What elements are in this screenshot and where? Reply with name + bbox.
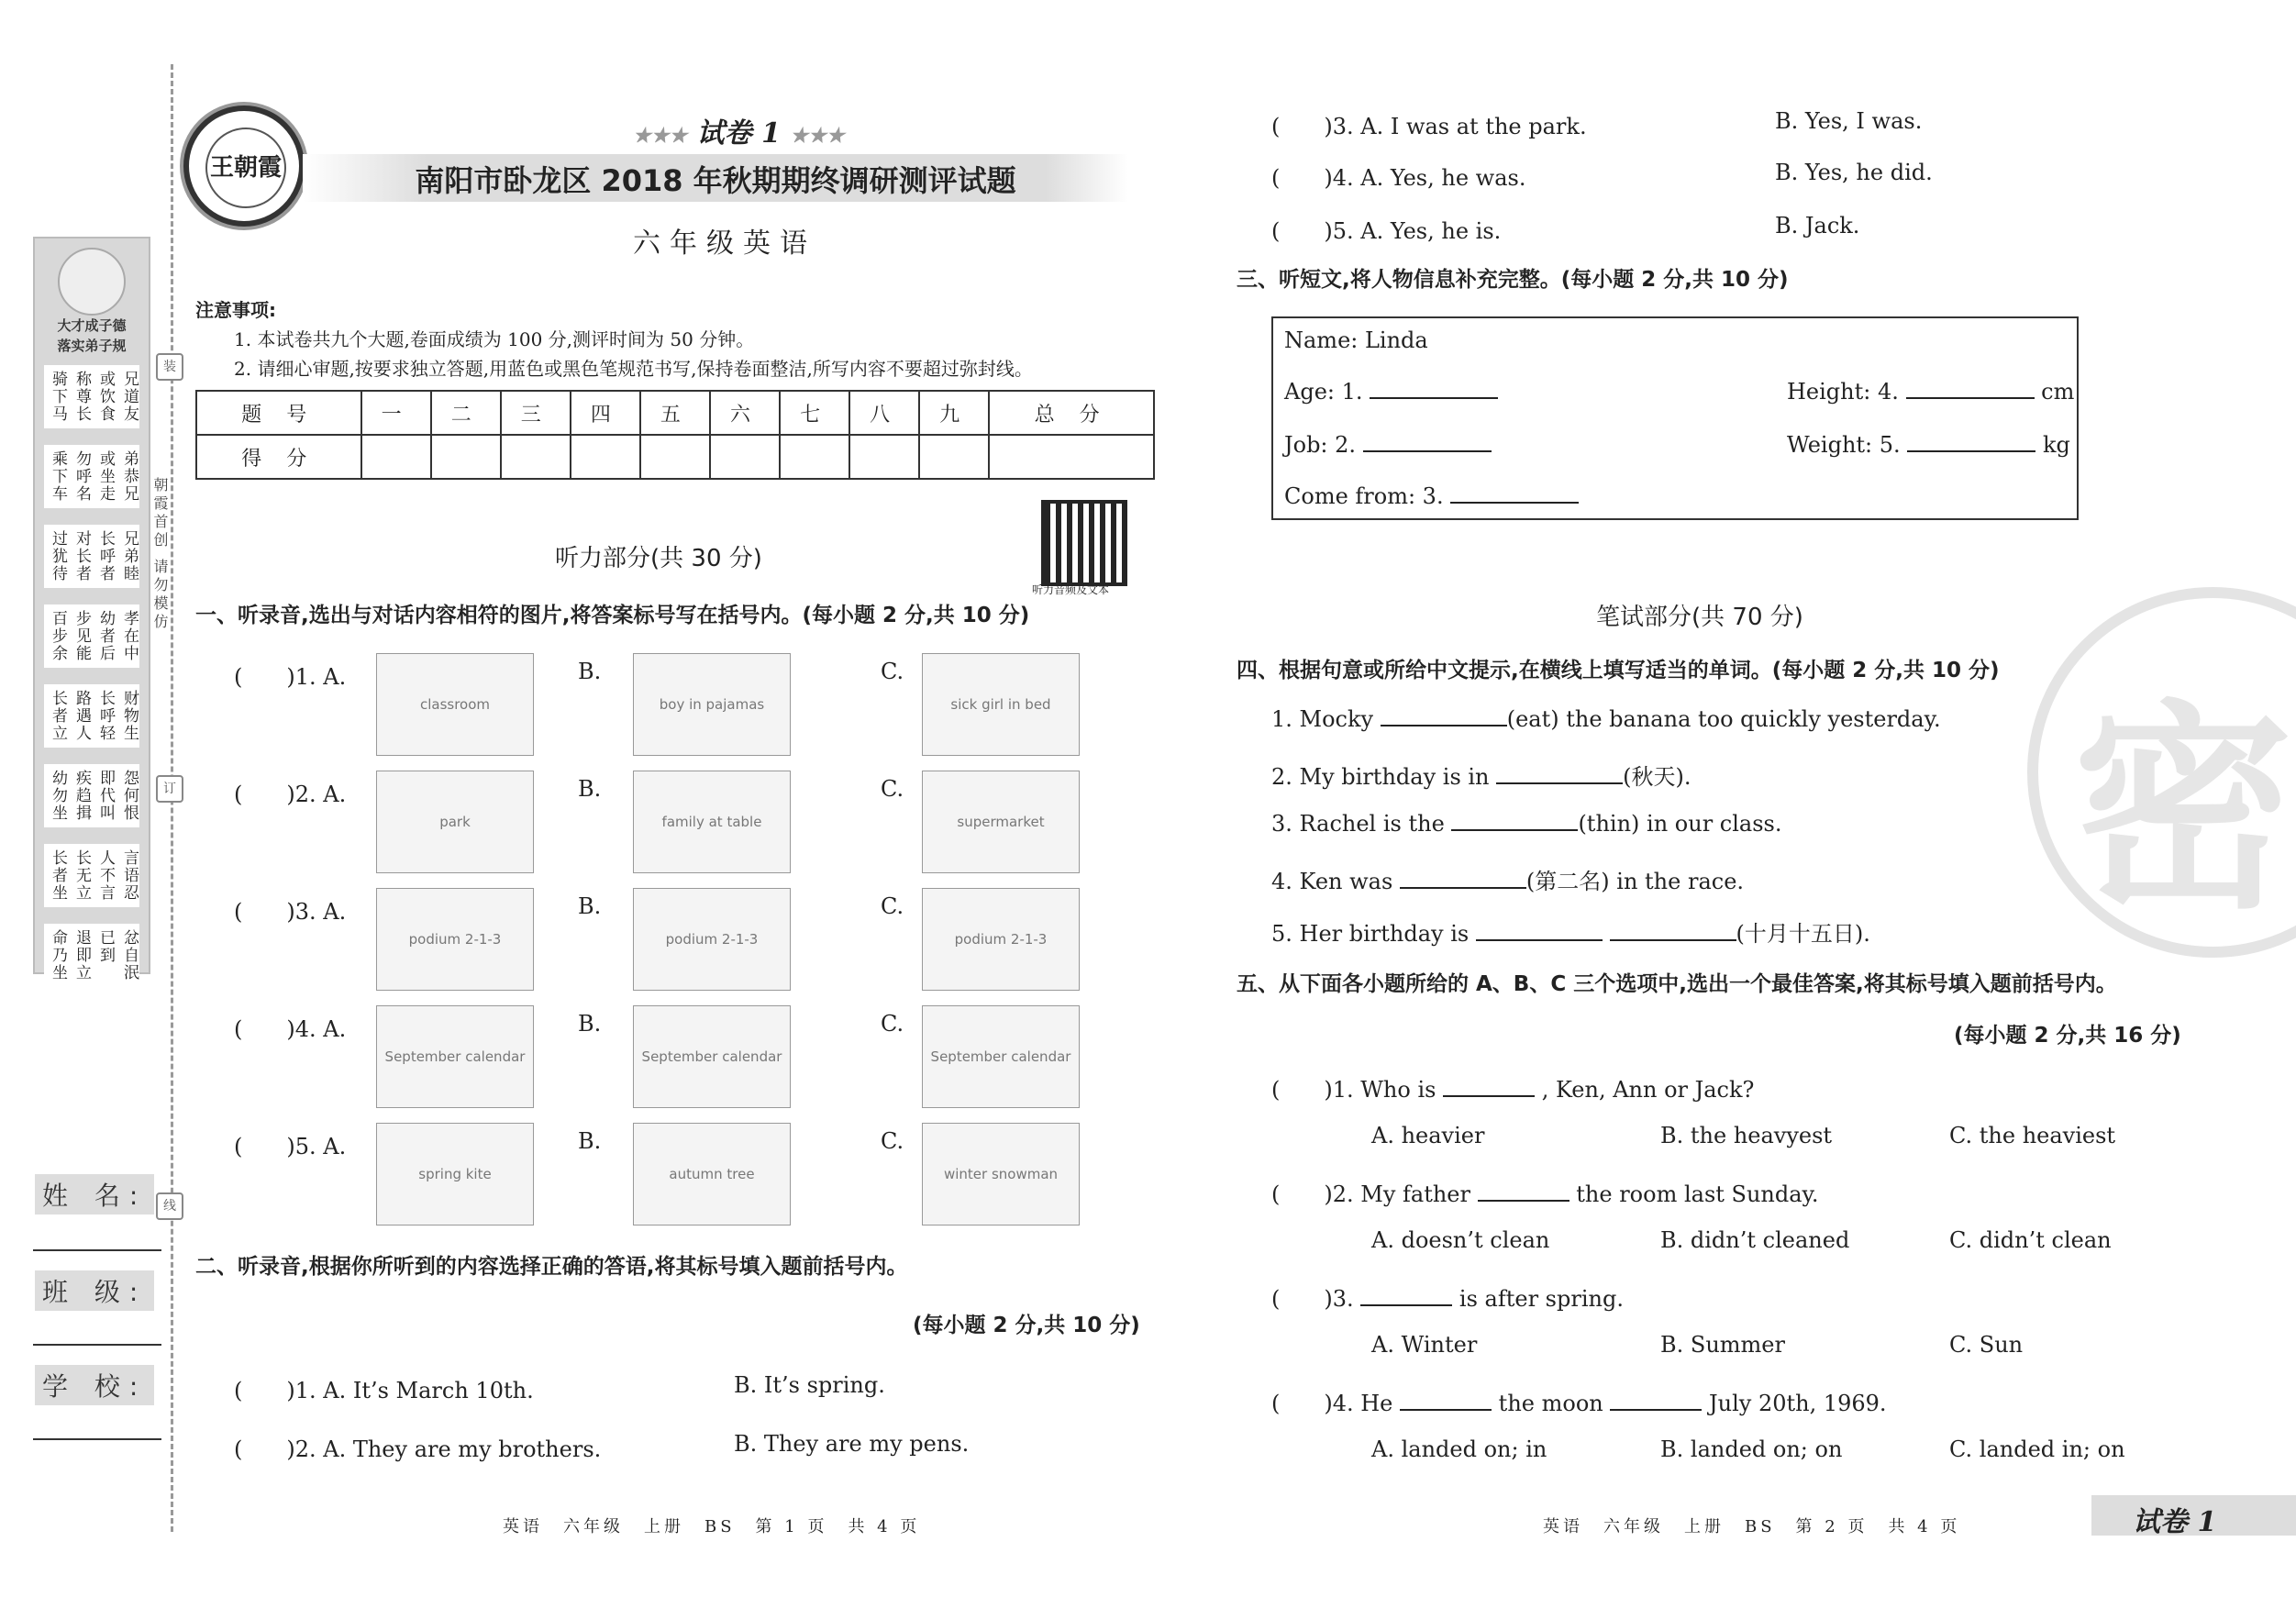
score-header-cell: 五	[640, 391, 710, 435]
s4-suffix: (eat) the banana too quickly yesterday.	[1506, 706, 1941, 732]
s5-suffix: , Ken, Ann or Jack?	[1541, 1077, 1755, 1103]
class-field[interactable]	[33, 1344, 161, 1346]
s5-option-a: A. landed on; in	[1371, 1436, 1547, 1462]
verse-col: 兄道友	[120, 371, 139, 423]
notice-item-2: 2. 请细心审题,按要求独立答题,用蓝色或黑色笔规范书写,保持卷面整洁,所写内容不要超过弥封线。	[234, 358, 1033, 380]
weight-blank[interactable]	[1907, 450, 2035, 452]
page-title: 南阳市卧龙区 2018 年秋期期终调研测评试题	[415, 163, 1016, 198]
s5-option-a: A. heavier	[1371, 1123, 1485, 1148]
s5-option-b: B. landed on; on	[1660, 1436, 1843, 1462]
score-entry-cell[interactable]	[640, 435, 710, 479]
s5-question-4	[1271, 1385, 1887, 1417]
verse-list	[35, 365, 149, 987]
s5-option-c: C. Sun	[1949, 1332, 2024, 1358]
s5-question-1	[1271, 1071, 1754, 1103]
info-height	[1787, 379, 2074, 405]
s1-option-b: B.	[578, 1011, 602, 1037]
verse-col: 或坐走	[96, 450, 115, 503]
section-3-heading: 三、听短文,将人物信息补充完整。(每小题 2 分,共 10 分)	[1237, 268, 1789, 292]
child-illustration	[58, 248, 126, 316]
seal-char-1: 装	[156, 353, 183, 381]
paper-number-text: 试卷 1	[696, 117, 781, 150]
s1-question-5: ( )5. A.	[234, 1134, 347, 1159]
s2-option-b: B. They are my pens.	[734, 1431, 970, 1457]
s4-suffix: (十月十五日).	[1736, 921, 1870, 947]
verse-col: 退即立	[72, 929, 91, 981]
score-entry-cell[interactable]	[431, 435, 501, 479]
verse-6	[44, 764, 139, 827]
score-entry-cell[interactable]	[501, 435, 571, 479]
verse-col: 疾趋揖	[72, 770, 91, 822]
info-card	[1271, 316, 2079, 520]
verse-col: 已到	[96, 929, 115, 964]
s1-picture-4-c	[922, 1005, 1080, 1108]
s2-question-5: ( )5. A. Yes, he is.	[1271, 218, 1502, 244]
info-from-label: Come from: 3.	[1284, 483, 1444, 509]
score-header-cell: 七	[780, 391, 849, 435]
s1-picture-1-b	[633, 653, 791, 756]
side-motto-2: 落实弟子规	[57, 338, 127, 354]
s1-option-b: B.	[578, 893, 602, 919]
picture-caption: sick girl in bed	[950, 696, 1051, 713]
s4-suffix: (thin) in our class.	[1578, 811, 1782, 837]
listening-heading: 听力部分(共 30 分)	[555, 545, 762, 572]
s4-prefix: 5. Her birthday is	[1271, 921, 1470, 947]
picture-caption: family at table	[661, 814, 762, 830]
s5-prefix: ( )3.	[1271, 1286, 1354, 1312]
s4-question-2	[1271, 759, 1691, 791]
s4-suffix: (第二名) in the race.	[1525, 869, 1745, 894]
qr-code[interactable]	[1041, 500, 1127, 586]
s1-picture-5-c	[922, 1123, 1080, 1225]
verse-col: 言语忍	[120, 849, 139, 902]
qr-caption: 听力音频及文本	[1032, 583, 1110, 596]
score-header-cell: 总 分	[989, 391, 1154, 435]
verse-col: 步见能	[72, 610, 91, 662]
answer-blank[interactable]	[1400, 887, 1526, 889]
verse-col: 命乃坐	[49, 929, 67, 981]
s5-suffix: the room last Sunday.	[1576, 1181, 1819, 1207]
s1-picture-2-b	[633, 771, 791, 873]
s4-question-4	[1271, 863, 1744, 895]
logo-text: 王朝霞	[205, 128, 286, 208]
answer-blank[interactable]	[1496, 782, 1623, 784]
verse-col: 乘下车	[49, 450, 67, 503]
section-1-heading: 一、听录音,选出与对话内容相符的图片,将答案标号写在括号内。(每小题 2 分,共 10 分)	[195, 604, 1030, 627]
verse-col: 即代叫	[96, 770, 115, 822]
verse-col: 长呼者	[96, 530, 115, 582]
s1-option-b: B.	[578, 776, 602, 802]
s2-question-2: ( )2. A. They are my brothers.	[234, 1436, 602, 1462]
section-5-points: (每小题 2 分,共 16 分)	[1954, 1024, 2181, 1048]
notice-vertical: 朝霞首创 请勿模仿	[151, 477, 169, 633]
s1-picture-1-c	[922, 653, 1080, 756]
s1-option-c: C.	[881, 893, 904, 919]
info-name: Name: Linda	[1284, 327, 1428, 353]
score-header-cell: 九	[919, 391, 989, 435]
s5-option-b: B. the heavyest	[1660, 1123, 1833, 1148]
verse-col: 人不言	[96, 849, 115, 902]
s1-picture-2-a	[376, 771, 534, 873]
verse-3	[44, 525, 139, 588]
verse-col: 对长者	[72, 530, 91, 582]
s2-question-3: ( )3. A. I was at the park.	[1271, 114, 1587, 139]
s1-question-1: ( )1. A.	[234, 664, 347, 690]
notice-heading: 注意事项:	[195, 299, 276, 321]
s1-picture-4-b	[633, 1005, 791, 1108]
info-job-label: Job: 2.	[1284, 432, 1357, 458]
s4-question-1	[1271, 706, 1941, 732]
verse-col: 骑下马	[49, 371, 67, 423]
info-from	[1284, 483, 1579, 509]
score-entry-cell[interactable]	[849, 435, 919, 479]
s1-picture-3-c	[922, 888, 1080, 991]
answer-blank[interactable]	[1478, 1200, 1569, 1202]
verse-8	[44, 924, 139, 987]
verse-col: 财物生	[120, 690, 139, 742]
s1-option-c: C.	[881, 776, 904, 802]
s4-prefix: 2. My birthday is in	[1271, 764, 1490, 790]
s1-question-3: ( )3. A.	[234, 899, 347, 925]
s5-option-b: B. didn’t cleaned	[1660, 1227, 1850, 1253]
s5-option-c: C. the heaviest	[1949, 1123, 2116, 1148]
picture-caption: spring kite	[418, 1166, 492, 1182]
verse-col: 幼勿坐	[49, 770, 67, 822]
answer-blank[interactable]	[1476, 939, 1603, 941]
name-field[interactable]	[33, 1249, 161, 1251]
s1-picture-4-a	[376, 1005, 534, 1108]
s1-picture-3-a	[376, 888, 534, 991]
s2-question-1: ( )1. A. It’s March 10th.	[234, 1378, 534, 1403]
seal-char-2: 订	[156, 775, 183, 803]
height-unit: cm	[2041, 379, 2075, 405]
score-header-row	[196, 391, 1154, 435]
answer-blank[interactable]	[1610, 1409, 1702, 1411]
picture-caption: supermarket	[957, 814, 1045, 830]
section-2-heading: 二、听录音,根据你所听到的内容选择正确的答语,将其标号填入题前括号内。	[195, 1255, 908, 1279]
verse-col: 长者坐	[49, 849, 67, 902]
s4-prefix: 3. Rachel is the	[1271, 811, 1445, 837]
s5-prefix: ( )4. He	[1271, 1391, 1393, 1416]
s5-option-a: A. Winter	[1371, 1332, 1478, 1358]
score-entry-cell[interactable]	[989, 435, 1154, 479]
section-2-points: (每小题 2 分,共 10 分)	[913, 1314, 1140, 1337]
footer-right: 英语 六年级 上册 BS 第 2 页 共 4 页	[1543, 1517, 1961, 1536]
score-header-cell: 六	[710, 391, 780, 435]
s1-picture-1-a	[376, 653, 534, 756]
verse-col: 或饮食	[96, 371, 115, 423]
verse-4	[44, 604, 139, 668]
score-header-cell: 四	[571, 391, 640, 435]
verse-5	[44, 684, 139, 748]
score-table	[195, 390, 1155, 480]
side-verse-panel	[33, 237, 150, 981]
notice-item-1: 1. 本试卷共九个大题,卷面成绩为 100 分,测评时间为 50 分钟。	[234, 328, 755, 350]
info-job	[1284, 432, 1492, 458]
s1-option-c: C.	[881, 659, 904, 684]
info-height-label: Height: 4.	[1787, 379, 1899, 405]
star-icon: ★★★	[633, 124, 688, 148]
verse-col: 路遇人	[72, 690, 91, 742]
s5-option-b: B. Summer	[1660, 1332, 1785, 1358]
verse-col: 勿呼名	[72, 450, 91, 503]
picture-caption: September calendar	[384, 1048, 526, 1065]
s2-option-b: B. Jack.	[1775, 213, 1860, 238]
s1-option-c: C.	[881, 1011, 904, 1037]
answer-blank[interactable]	[1381, 725, 1507, 726]
school-label: 学 校:	[35, 1365, 154, 1405]
s2-option-b: B. It’s spring.	[734, 1372, 885, 1398]
score-header-cell: 二	[431, 391, 501, 435]
s5-question-3	[1271, 1281, 1624, 1313]
verse-col: 长呼轻	[96, 690, 115, 742]
s5-suffix: is after spring.	[1459, 1286, 1624, 1312]
s5-prefix: ( )2. My father	[1271, 1181, 1470, 1207]
job-blank[interactable]	[1363, 450, 1492, 452]
verse-col: 兄弟睦	[120, 530, 139, 582]
verse-2	[44, 445, 139, 508]
score-header-cell: 三	[501, 391, 571, 435]
s4-prefix: 4. Ken was	[1271, 869, 1393, 894]
writing-heading: 笔试部分(共 70 分)	[1596, 604, 1803, 631]
picture-caption: winter snowman	[943, 1166, 1059, 1182]
score-entry-cell[interactable]	[780, 435, 849, 479]
verse-col: 百步余	[49, 610, 67, 662]
verse-col: 怨何恨	[120, 770, 139, 822]
score-entry-row	[196, 435, 1154, 479]
picture-caption: September calendar	[641, 1048, 782, 1065]
s5-suffix: July 20th, 1969.	[1709, 1391, 1887, 1416]
s4-prefix: 1. Mocky	[1271, 706, 1374, 732]
section-5-heading: 五、从下面各小题所给的 A、B、C 三个选项中,选出一个最佳答案,将其标号填入题前括号内。	[1237, 972, 2117, 996]
verse-col: 忿自泯	[120, 929, 139, 981]
score-entry-cell[interactable]	[919, 435, 989, 479]
s4-question-5	[1271, 915, 1870, 948]
picture-caption: classroom	[419, 696, 491, 713]
s5-option-c: C. landed in; on	[1949, 1436, 2125, 1462]
info-weight	[1787, 432, 2070, 458]
score-header-cell: 题 号	[196, 391, 361, 435]
s1-picture-2-c	[922, 771, 1080, 873]
verse-col: 孝在中	[120, 610, 139, 662]
answer-blank[interactable]	[1400, 1409, 1492, 1411]
weight-unit: kg	[2042, 432, 2070, 458]
grade-subject: 六年级英语	[633, 227, 816, 260]
s1-question-4: ( )4. A.	[234, 1016, 347, 1042]
score-header-cell: 八	[849, 391, 919, 435]
verse-1	[44, 365, 139, 428]
from-blank[interactable]	[1450, 502, 1579, 504]
picture-caption: podium 2-1-3	[954, 931, 1048, 948]
score-entry-cell[interactable]	[361, 435, 431, 479]
s5-option-c: C. didn’t clean	[1949, 1227, 2112, 1253]
picture-caption: boy in pajamas	[659, 696, 765, 713]
info-age-label: Age: 1.	[1284, 379, 1363, 405]
seal-char-3: 线	[156, 1192, 183, 1220]
school-field[interactable]	[33, 1438, 161, 1440]
s2-option-b: B. Yes, I was.	[1775, 108, 1923, 134]
s5-prefix: ( )1. Who is	[1271, 1077, 1436, 1103]
verse-col: 长者立	[49, 690, 67, 742]
picture-caption: podium 2-1-3	[408, 931, 502, 948]
picture-caption: podium 2-1-3	[665, 931, 759, 948]
class-label: 班 级:	[35, 1270, 154, 1311]
score-entry-cell[interactable]	[710, 435, 780, 479]
answer-blank[interactable]	[1610, 939, 1736, 941]
s4-suffix: (秋天).	[1623, 764, 1691, 790]
picture-caption: park	[439, 814, 471, 830]
info-age	[1284, 379, 1498, 405]
verse-col: 称尊长	[72, 371, 91, 423]
answer-blank[interactable]	[1451, 829, 1578, 831]
verse-7	[44, 844, 139, 907]
s1-option-b: B.	[578, 1128, 602, 1154]
section-4-heading: 四、根据句意或所给中文提示,在横线上填写适当的单词。(每小题 2 分,共 10 分)	[1237, 659, 2000, 682]
s1-option-b: B.	[578, 659, 602, 684]
verse-col: 幼者后	[96, 610, 115, 662]
s1-picture-5-b	[633, 1123, 791, 1225]
height-blank[interactable]	[1906, 397, 2035, 399]
publisher-logo	[183, 105, 305, 227]
score-header-cell: 一	[361, 391, 431, 435]
picture-caption: autumn tree	[669, 1166, 755, 1182]
side-motto-1: 大才成子德	[57, 317, 127, 334]
s1-question-2: ( )2. A.	[234, 782, 347, 807]
s5-question-2	[1271, 1176, 1819, 1208]
verse-col: 长无立	[72, 849, 91, 902]
s2-option-b: B. Yes, he did.	[1775, 160, 1933, 185]
stamp-char: 密	[2073, 682, 2294, 938]
answer-blank[interactable]	[1443, 1095, 1535, 1097]
score-row-label: 得 分	[196, 435, 361, 479]
verse-col: 弟恭兄	[120, 450, 139, 503]
name-label: 姓 名:	[35, 1174, 154, 1214]
age-blank[interactable]	[1370, 397, 1498, 399]
s1-option-c: C.	[881, 1128, 904, 1154]
footer-left: 英语 六年级 上册 BS 第 1 页 共 4 页	[503, 1517, 921, 1536]
s2-question-4: ( )4. A. Yes, he was.	[1271, 165, 1526, 191]
footer-tag: 试卷 1	[2133, 1506, 2217, 1538]
info-weight-label: Weight: 5.	[1787, 432, 1901, 458]
s1-picture-3-b	[633, 888, 791, 991]
star-icon: ★★★	[790, 124, 845, 148]
s1-picture-5-a	[376, 1123, 534, 1225]
s4-question-3	[1271, 811, 1781, 837]
score-entry-cell[interactable]	[571, 435, 640, 479]
answer-blank[interactable]	[1360, 1304, 1452, 1306]
verse-col: 过犹待	[49, 530, 67, 582]
s5-middle: the moon	[1498, 1391, 1603, 1416]
paper-number	[633, 110, 845, 150]
picture-caption: September calendar	[930, 1048, 1071, 1065]
s5-option-a: A. doesn’t clean	[1371, 1227, 1550, 1253]
